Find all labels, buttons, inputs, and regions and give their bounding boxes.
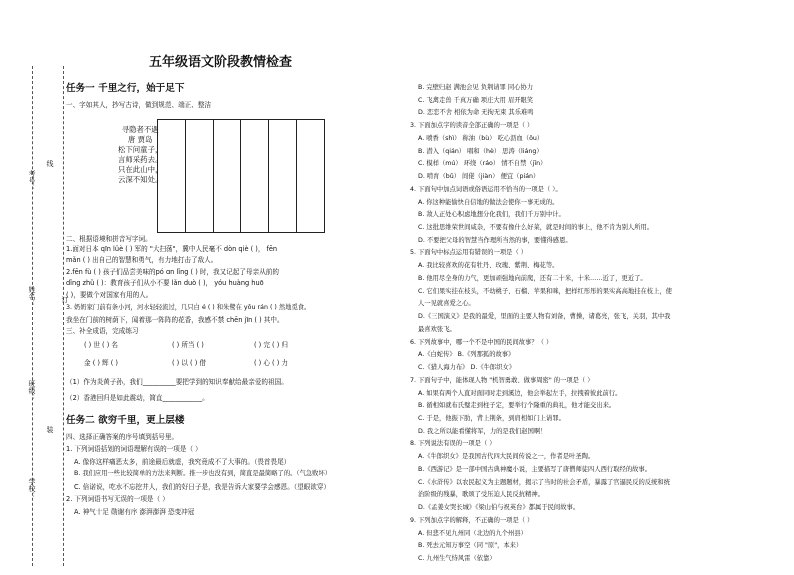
right-column-line: 8. 下列说法有误的一项是（ ） xyxy=(410,440,496,448)
idiom-blank[interactable]: ( ) 完 ( ) 归 xyxy=(254,341,288,349)
page-title: 五年级语文阶段教情检查 xyxy=(149,55,293,70)
poem-line: 云深不知处。 xyxy=(118,175,163,184)
q4-item: A. 像你这样痛恶太多，前途最后就虚，我究竟成不了大事的。（畏首畏尾） xyxy=(74,458,291,466)
right-column-line: D. 我之所以能看懂将军，力的是我们赵国啊！ xyxy=(418,427,547,435)
binding-mark-ding: 订 xyxy=(61,296,69,303)
right-column-line: A. 但悲不见九州同（北边的九个州县） xyxy=(418,529,527,537)
copy-grid[interactable] xyxy=(157,119,325,233)
right-column-line: B.《西游记》是一部中国古典神魔小说，主要描写了唐僧师徒四人西行取经的故事。 xyxy=(418,465,652,473)
question-three: 三、补全成语，完成练习 xyxy=(66,327,139,335)
right-column-line: D.《孟姜女哭长城》《梁山伯与祝英台》都属于民间故事。 xyxy=(418,504,580,512)
right-column-line: A.《牛郎织女》是我国古代四大民间传说之一，作者是叶圣陶。 xyxy=(418,453,595,461)
q4-item: C. 倍诺说，吃水不忘挖井人，我们的好日子是，我是告诉大家要学会感恩。（望眼欲穿） xyxy=(74,483,331,491)
right-column-line: A. 如果有两个人直对面同时走到溪边，他会举起左手，拉拽着彼此前行。 xyxy=(418,389,622,397)
question-one: 一、字如其人，抄写古诗，做到规范、端正、整洁 xyxy=(66,101,212,109)
right-column-line: 治阶级的残暴，歌颂了受压迫人民反抗精神。 xyxy=(418,491,544,499)
right-column-line: D. 恋恋不舍 相依为命 无拘无束 其乐难鸣 xyxy=(418,109,534,117)
idiom-blank[interactable]: ( ) 世 ( ) 名 xyxy=(84,341,118,349)
right-column-line: B. 完壁归赵 满池会见 负荆请罪 同心协力 xyxy=(418,84,534,91)
poem-line: 松下问童子， xyxy=(118,145,163,154)
poem-line: 只在此山中， xyxy=(118,165,163,174)
binding-mark-line: 线 xyxy=(46,160,54,167)
right-column-line: C.《猎人海力布》 D.《牛郎织女》 xyxy=(418,364,516,372)
question-two: 二、根据语境和拼音写字词。 xyxy=(66,235,152,243)
right-column-line: 9. 下列加点字的解释，不正确的一项是（ ） xyxy=(410,516,534,524)
q4-item: A. 神气十足 勋谢有序 澎湃澎湃 恐变冲冠 xyxy=(74,508,195,516)
poem-title: 寻隐者不遇 xyxy=(121,125,159,134)
q2-line: ( )，要做个对国家有用的人。 xyxy=(66,291,153,299)
right-column-line: B. 潜入（qián） 唱和（hè） 思涛（liáng） xyxy=(418,147,543,155)
right-column-line: C. 它们果实挂在枝头，不幼桃子、石榴、苹果和咪，把样红彤彤的果实高高地挂在枝上，使 xyxy=(418,287,672,295)
poem-line: 言师采药去。 xyxy=(118,155,163,164)
right-column-line: C. 模样（mú） 环绕（ráo） 情不自禁（jīn） xyxy=(418,160,547,168)
right-column-line: 5. 下面句中标点运用有错误的一项是（ ） xyxy=(410,249,528,257)
right-column-line: 人一见就喜爱之心。 xyxy=(418,300,475,308)
right-column-line: 3. 下面加点字的读音全部正确的一项是（ ） xyxy=(410,122,534,130)
right-column-line: B. 循相如就布氏璧走到柱子定，要举行个隆重的典礼，他才能交出来。 xyxy=(418,402,616,410)
right-column-line: D.《三国演义》是我的最爱，里面的主要人物有刘备，曹操，诸葛亮，张飞，关羽，其中我 xyxy=(418,313,671,321)
right-column-line: A. 喷香（shì） 称油（bù） 吃心沥血（ǒu） xyxy=(418,134,544,142)
q4-item: 1. 下列词语括划的词语理解有误的一项是（ ） xyxy=(66,445,202,453)
right-column-line: B. 敌人正处心积虑地想分化我们，我们千万别中计。 xyxy=(418,211,565,219)
right-column-line: 最喜欢张飞。 xyxy=(418,325,456,333)
binding-line-inner xyxy=(63,66,64,566)
idiom-blank[interactable]: ( ) 心 ( ) 力 xyxy=(254,359,288,367)
q2-line: dǐng zhǔ ( )：教育孩子们从小不要 lǎn duò ( )， yóu huàng huō xyxy=(66,279,264,287)
section-two-heading: 任务二 欲穷千里，更上层楼 xyxy=(66,415,185,426)
q3-sub-question: （1）作为炎黄子孙，我们__________要把学到的知识奉献给最亲爱的祖国。 xyxy=(66,378,288,386)
exam-number-label: 考号： xyxy=(28,170,36,191)
right-column-line: 4. 下面句中加点词语或俗语运用不恰当的一项是（ ）。 xyxy=(410,185,562,193)
section-one-heading: 任务一 千里之行，始于足下 xyxy=(66,83,185,94)
right-column-line: 6. 下列故事中，哪一个不是中国的民间故事？（ ） xyxy=(410,338,553,346)
q4-item: 2. 下列词语书写无误的一项是（ ） xyxy=(66,495,169,503)
question-four: 四、选择正确答案的序号填到括号里。 xyxy=(66,433,179,441)
right-column-line: C. 于是，他振下肋，背上荆条，到肩相如门上请罪。 xyxy=(418,414,565,422)
right-column-line: C.《水浒传》以农民起义为主题题材，揭示了当时的社会矛盾，暴露了官逼民反的反统和统 xyxy=(418,478,670,486)
right-column-line: A.《白蛇传》 B.《列那狐的故事》 xyxy=(418,351,515,359)
right-column-line: C. 九州生气恃风雷（依靠） xyxy=(418,555,496,562)
right-column-line: C. 飞禽走兽 千真万确 项庄大用 眉开眼笑 xyxy=(418,96,534,104)
q4-item: B. 我们应用一些比较简单的方法来判断。推一步也没有到，简直是最简略了的。（气急败坏） xyxy=(74,470,332,477)
right-column-line: D. 啃育（bǔ） 间佬（jiàn） 便宜（pián） xyxy=(418,173,540,181)
q2-line: 1.面对日本 qīn lüè ( ) 军的 "大扫荡"，冀中人民毫不 dòn qiè ( )， fēn xyxy=(66,245,278,253)
idiom-blank[interactable]: 金 ( ) 辉 ( ) xyxy=(84,359,118,367)
idiom-blank[interactable]: ( ) 所当 ( ) xyxy=(172,341,204,349)
right-column-line: A. 我比较喜欢的花有牡丹、玫瑰、紫荆、梅花等。 xyxy=(418,262,559,270)
q2-line: 3. 奶奶家门前有条小河，河水轻轻流过，几只白 é ( ) 和朱鹭在 yōu rán ( ) 然地觅食。 xyxy=(66,304,311,311)
right-column-line: A. 你这种能愉快自信地的做法会使你一事无成的。 xyxy=(418,198,559,206)
q2-line: 我坐在门前的树荫下，闻着那一阵阵的花香，我感不禁 chēn jīn ( ) 其中。 xyxy=(66,316,284,324)
right-column-line: B. 他用尽全身的力气，更加顽强地向前爬，还有二十米，十米……近了，更近了。 xyxy=(418,274,647,282)
right-column-line: B. 死去元知万事空（同 "原"，本来） xyxy=(418,542,523,550)
right-column-line: 7. 下面句子中，能体现人物 "机智勇敢、做事周密" 的一项是（ ） xyxy=(410,376,594,384)
poem-block xyxy=(118,125,162,185)
binding-mark-zhuang: 装 xyxy=(46,426,54,433)
class-label: 班级： xyxy=(28,380,36,401)
idiom-blank[interactable]: ( ) 以 ( ) 借 xyxy=(172,359,206,367)
poem-author: 唐 贾岛 xyxy=(127,135,153,144)
right-column-line: D. 不要把父母的智慧当作理所当然的事，要懂得感恩。 xyxy=(418,236,572,244)
right-column-line: C. 这批思维荣世间咸杂，不要有像什么好菜，就是时间的事上，他不肯为别人所用。 xyxy=(418,224,654,232)
q2-line: mǎn ( ) 出自己的智慧和勇气，有力地打击了敌人。 xyxy=(66,256,218,264)
q2-line: 2.fēn fù ( ) 孩子们品尝美味的pó ɑn lǐng ( ) 时，我又记起了母亲从前的 xyxy=(66,268,279,276)
q3-sub-question: （2）香港回归是如此震动，简直____________。 xyxy=(66,394,209,402)
school-label: 学校： xyxy=(28,478,36,499)
name-label: 姓名： xyxy=(28,286,36,307)
